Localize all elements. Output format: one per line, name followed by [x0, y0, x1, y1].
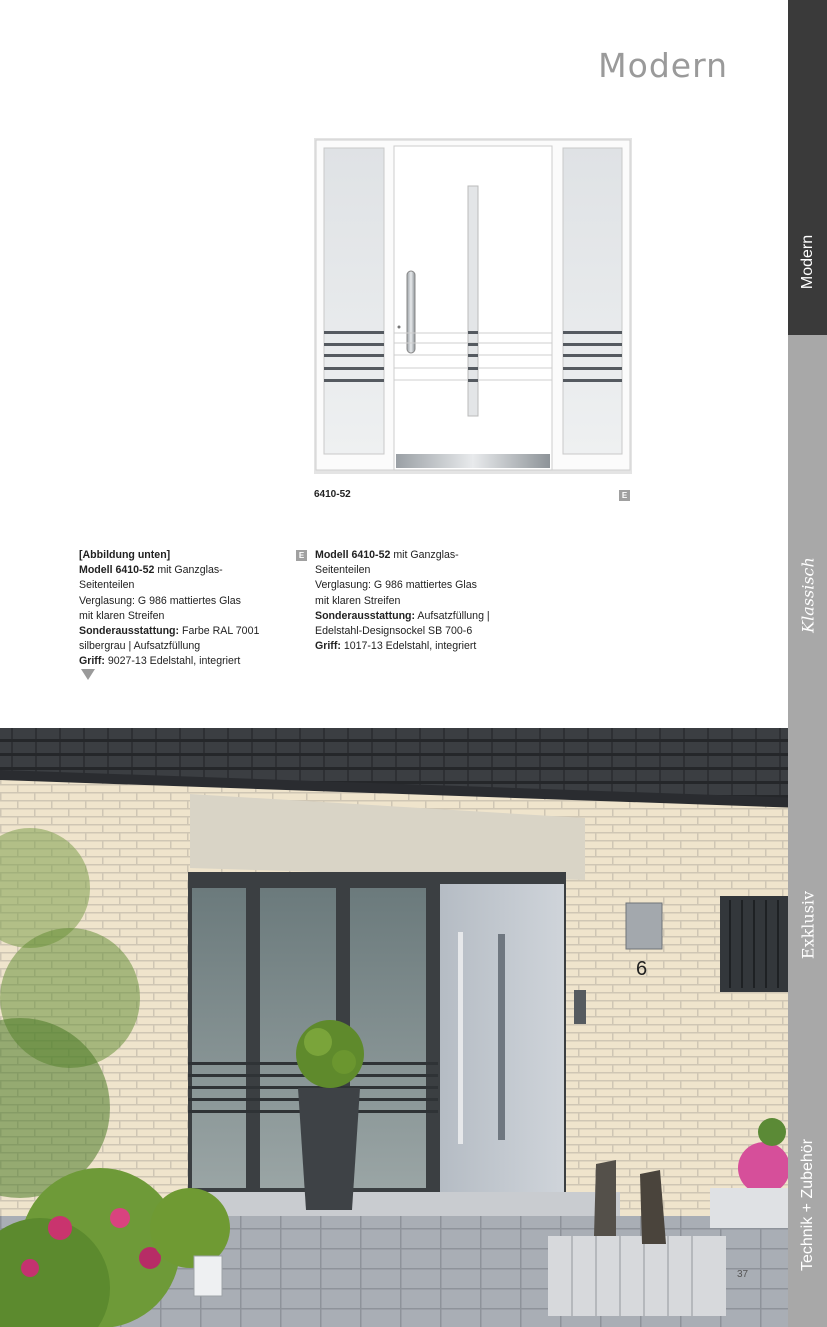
desc-line: Seitenteilen — [315, 564, 371, 577]
desc-line: Verglasung: G 986 mattiertes Glas — [79, 594, 241, 607]
sidebar-item-label: Modern — [798, 234, 816, 290]
sidebar-item-technik[interactable] — [788, 1085, 827, 1327]
model-name: Modell 6410-52 — [315, 549, 391, 561]
house-number: 6 — [636, 958, 648, 980]
model-text: mit Ganzglas- — [154, 564, 223, 577]
extra-label: Sonderausstattung: — [315, 609, 416, 622]
section-sidebar — [788, 0, 827, 1327]
sidebar-item-exklusiv[interactable] — [788, 755, 827, 1085]
description-heading: [Abbildung unten] — [79, 549, 171, 561]
desc-line: Edelstahl-Designsockel SB 700-6 — [315, 625, 473, 638]
door-model-label: 6410-52 — [314, 489, 351, 500]
sidebar-item-label: Technik + Zubehör — [798, 1138, 816, 1272]
model-text: mit Ganzglas- — [390, 549, 459, 561]
extra-text: Aufsatzfüllung | — [415, 609, 490, 622]
desc-line: mit klaren Streifen — [315, 594, 401, 607]
handle-label: Griff: — [79, 655, 105, 668]
extra-text: Farbe RAL 7001 — [179, 625, 260, 638]
page-title: Modern — [598, 46, 728, 85]
door-illustration — [314, 138, 632, 474]
handle-text: 9027-13 Edelstahl, integriert — [104, 655, 241, 668]
sidebar-item-modern[interactable] — [788, 0, 827, 335]
page-number: 37 — [737, 1269, 749, 1280]
desc-line: Seitenteilen — [79, 579, 135, 592]
handle-label: Griff: — [315, 640, 341, 653]
extra-label: Sonderausstattung: — [79, 625, 180, 638]
handle-text: 1017-13 Edelstahl, integriert — [340, 640, 477, 653]
sidebar-item-klassisch[interactable] — [788, 335, 827, 755]
description-left — [79, 548, 279, 670]
triangle-down-icon — [81, 669, 95, 680]
desc-line: mit klaren Streifen — [79, 609, 165, 622]
sidebar-item-label: Klassisch — [798, 557, 817, 633]
desc-line: silbergrau | Aufsatzfüllung — [79, 640, 201, 653]
energy-badge: E — [619, 490, 630, 501]
house-entrance-photo — [0, 728, 788, 1327]
sidebar-item-label: Exklusiv — [798, 890, 817, 960]
energy-badge: E — [296, 550, 307, 561]
description-right — [315, 548, 535, 654]
desc-line: Verglasung: G 986 mattiertes Glas — [315, 579, 477, 592]
model-name: Modell 6410-52 — [79, 564, 155, 577]
